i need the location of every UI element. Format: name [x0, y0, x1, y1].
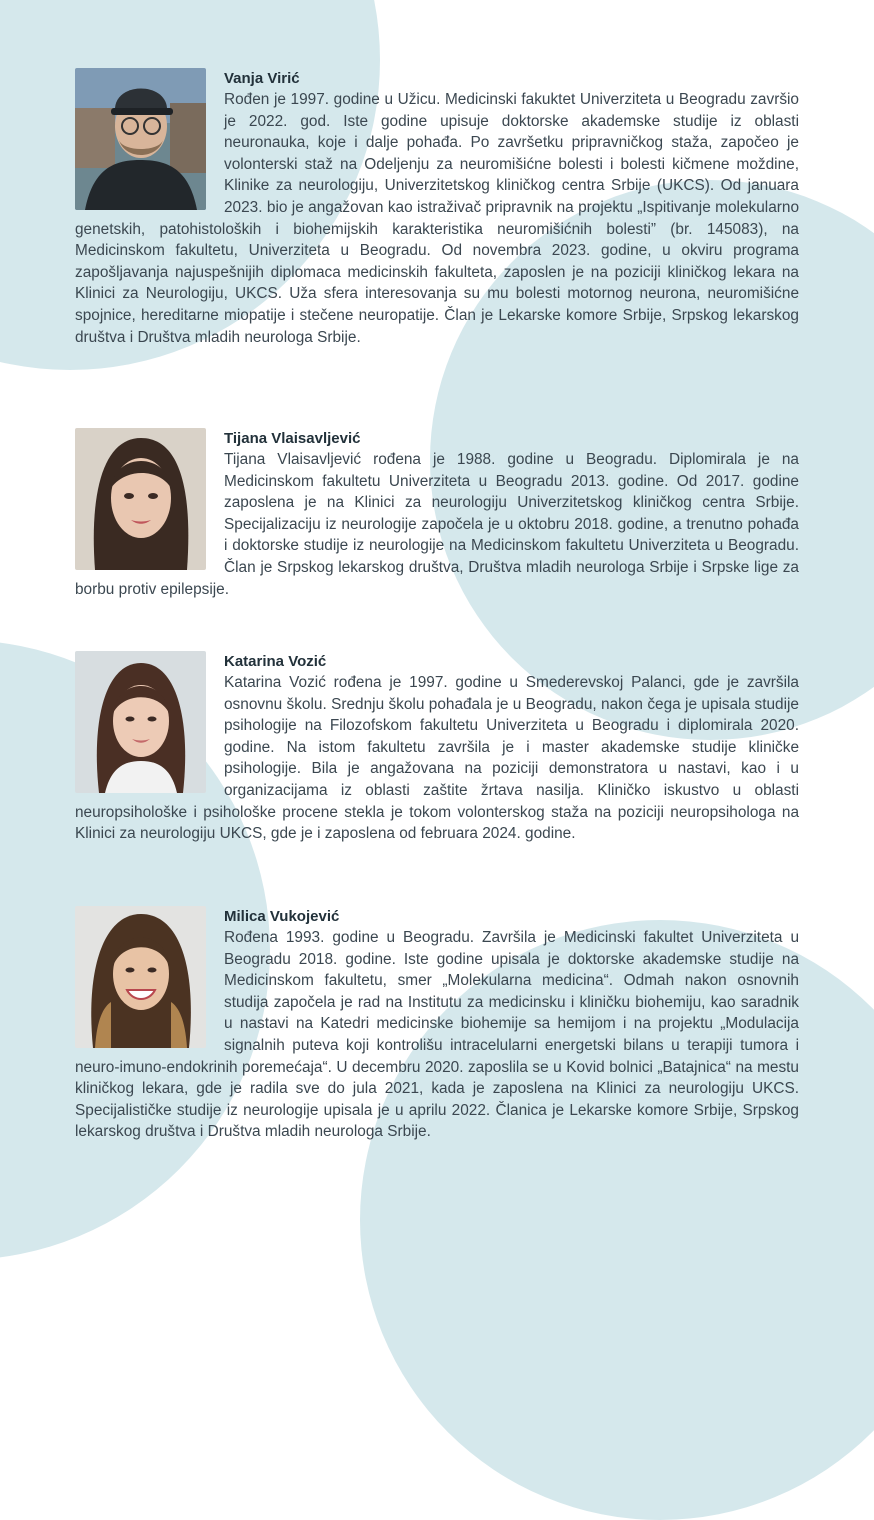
portrait-woman-dark-hair-icon	[75, 428, 206, 570]
person-bio: Rođen je 1997. godine u Užicu. Medicinski fakuktet Univerziteta u Beogradu završio je 2022. god. Iste godine upisuje doktorske akademske studije iz oblasti neuronauka, koje i dalje pohađa. Po završetku pripravničkog staža, započeo je volonterski staž na Odeljenju za neuromišićne bolesti i bolesti kičmene moždine, Klinike za neurologiju, Univerzitetskog kliničkog centra Srbije (UKCS). Od januara 2023. bio je angažovan kao istraživač pripravnik na projektu „Ispitivanje molekularno genetskih, patohistoloških i biohemijskih karakteristika neuromišićnih bolesti” (br. 145083), na Medicinskom fakultetu, Univerziteta u Beogradu. Od novembra 2023. godine, u okviru programa zapošljavanja najuspešnijih diplomaca medicinskih fakulteta, zaposlen je na poziciji kliničkog lekara na Klinici za Neurologiju, UKCS. Uža sfera interesovanja su mu bolesti motornog neurona, neuromišićne spojnice, hereditarne miopatije i stečene neuropatije. Član je Lekarske komore Srbije, Srpskog lekarskog društva i Društva mladih neurologa Srbije.	[75, 91, 799, 346]
person-bio: Rođena 1993. godine u Beogradu. Završila je Medicinski fakultet Univerziteta u Beogradu 2018. godine. Iste godine upisala je doktorske akademske studije na Medicinskom fakultetu, smer „Molekularna medicina“. Odmah nakon osnovnih studija započela je rad na Institutu za medicinsku i kliničku biohemiju, kao saradnik u nastavi na Katedri medicinske biohemije sa hemijom i na projektu „Modulacija signalnih puteva koji kontrolišu intracelularni energetski bilans u terapiji tumora i neuro-imuno-endokrinih poremećaja“. U decembru 2020. zaposlila se u Kovid bolnici „Batajnica“ na mestu kliničkog lekara, gde je radila sve do jula 2021, kada je zaposlena na Klinici za neurologiju UKCS. Specijalističke studije iz neurologije upisala je u aprilu 2022. Članica je Lekarske komore Srbije, Srpskog lekarskog društva i Društva mladih neurologa Srbije.	[75, 929, 799, 1141]
person-name: Vanja Virić	[224, 70, 300, 87]
portrait-woman-long-hair-smiling-icon	[75, 906, 206, 1048]
portrait-man-cap-glasses-icon	[75, 68, 206, 210]
bio-card-milica-vukojevic	[75, 906, 799, 1143]
portrait-photo	[75, 428, 206, 570]
portrait-photo	[75, 651, 206, 793]
person-name: Tijana Vlaisavljević	[224, 430, 361, 447]
bio-card-vanja-viric	[75, 68, 799, 348]
bio-card-katarina-vozic	[75, 651, 799, 845]
portrait-woman-brown-hair-icon	[75, 651, 206, 793]
portrait-photo	[75, 906, 206, 1048]
person-bio: Katarina Vozić rođena je 1997. godine u Smederevskoj Palanci, gde je završila osnovnu školu. Srednju školu pohađala je u Beogradu, nakon čega je upisala studije psihologije na Filozofskom fakultetu Univerziteta u Beogradu i diplomirala 2020. godine. Na istom fakultetu završila je i master akademske studije kliničke psihologije. Bila je angažovana na poziciji demonstratora u nastavi, kao i u organizacijama iz oblasti zaštite žrtava nasilja. Kliničko iskustvo u oblasti neuropsihološke i psihološke procene stekla je tokom volonterskog staža na poziciji neuropsihologa na Klinici za neurologiju UKCS, gde je i zaposlena od februara 2024. godine.	[75, 674, 799, 843]
person-name: Milica Vukojević	[224, 908, 340, 925]
bio-card-tijana-vlaisavljevic	[75, 428, 799, 600]
person-name: Katarina Vozić	[224, 653, 327, 670]
person-bio: Tijana Vlaisavljević rođena je 1988. godine u Beogradu. Diplomirala je na Medicinskom fakultetu Univerziteta u Beogradu 2013. godine. Od 2017. godine zaposlena je na Klinici za neurologiju Univerzitetskog kliničkog centra Srbije. Specijalizaciju iz neurologije započela je u oktobru 2018. godine, a trenutno pohađa i doktorske studije iz neurologije na Medicinskom fakultetu Univerziteta u Beogradu. Član je Srpskog lekarskog društva, Društva mladih neurologa Srbije i Srpske lige za borbu protiv epilepsije.	[75, 451, 799, 598]
portrait-photo	[75, 68, 206, 210]
